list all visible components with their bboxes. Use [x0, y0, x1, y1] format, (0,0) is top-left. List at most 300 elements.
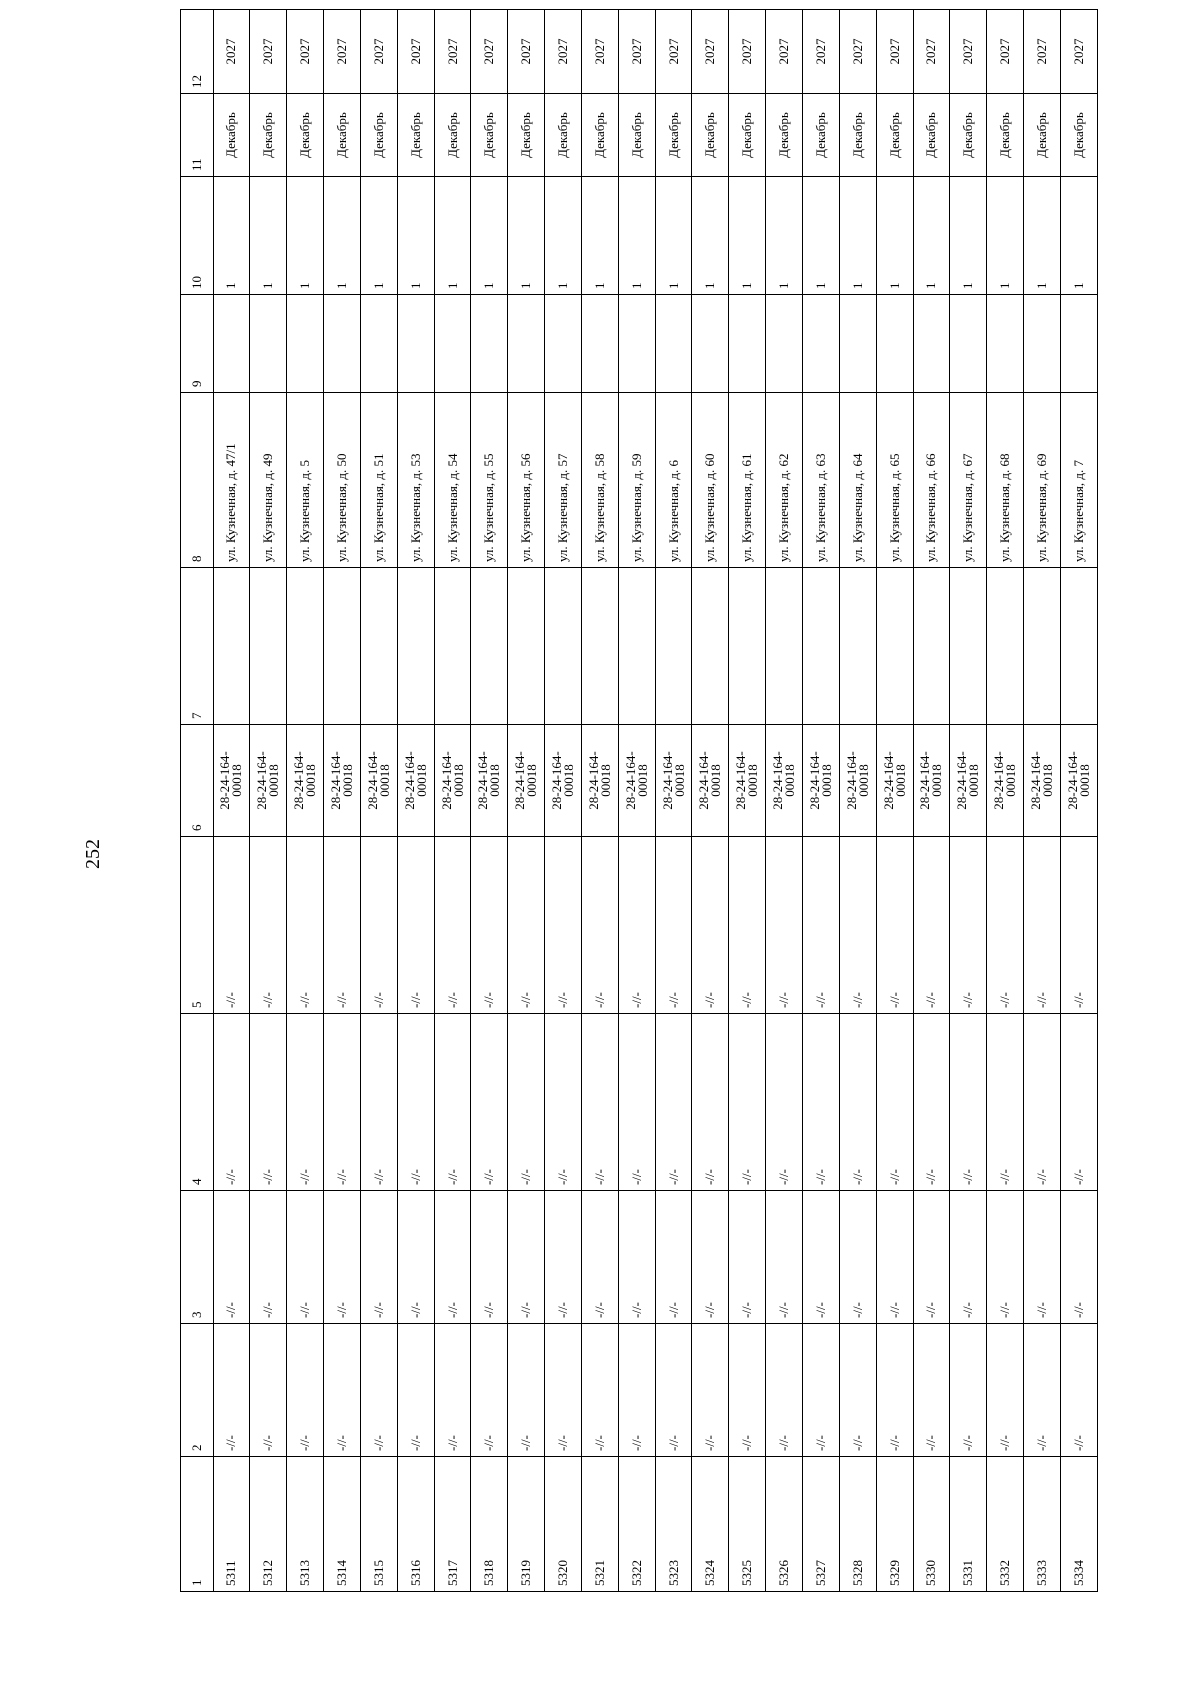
col2-cell: -//-	[471, 1324, 508, 1457]
code-line-2: 00018	[1040, 764, 1055, 797]
quantity-cell: 1	[324, 177, 361, 295]
month-cell: Декабрь	[213, 94, 250, 177]
col2-cell: -//-	[803, 1324, 840, 1457]
header-cell: 12	[181, 10, 214, 94]
code-cell	[913, 725, 950, 837]
quantity-cell: 1	[1060, 177, 1097, 295]
code-line-2: 00018	[634, 764, 650, 797]
address-cell: ул. Кузнечная, д. 56	[508, 393, 545, 568]
col7-cell	[545, 568, 582, 725]
quantity-cell: 1	[692, 177, 729, 295]
col2-cell: -//-	[581, 1324, 618, 1457]
code-line-2: 00018	[524, 764, 540, 797]
code-cell	[839, 725, 876, 837]
address-cell: ул. Кузнечная, д. 69	[1024, 393, 1061, 568]
page-number: 252	[82, 839, 104, 869]
col7-cell	[950, 568, 987, 725]
col9-cell	[324, 295, 361, 393]
address-cell: ул. Кузнечная, д. 51	[360, 393, 397, 568]
month-cell: Декабрь	[950, 94, 987, 177]
year-cell: 2027	[729, 10, 766, 94]
code-cell	[360, 725, 397, 837]
col2-cell: -//-	[397, 1324, 434, 1457]
quantity-cell: 1	[213, 177, 250, 295]
col7-cell	[434, 568, 471, 725]
header-cell: 3	[181, 1191, 214, 1324]
col4-cell: -//-	[1060, 1014, 1097, 1191]
address-cell: ул. Кузнечная, д. 59	[618, 393, 655, 568]
table-row	[397, 10, 434, 1592]
col7-cell	[397, 568, 434, 725]
row-number-cell: 5316	[397, 1457, 434, 1592]
year-cell: 2027	[692, 10, 729, 94]
col2-cell: -//-	[766, 1324, 803, 1457]
col7-cell	[803, 568, 840, 725]
code-line-1: 28-24-164-	[622, 751, 638, 810]
month-cell: Декабрь	[987, 94, 1024, 177]
year-cell: 2027	[987, 10, 1024, 94]
month-cell: Декабрь	[508, 94, 545, 177]
code-line-1: 28-24-164-	[917, 751, 933, 810]
col9-cell	[950, 295, 987, 393]
table-row	[766, 10, 803, 1592]
row-number-cell: 5313	[287, 1457, 324, 1592]
year-cell: 2027	[508, 10, 545, 94]
col5-cell: -//-	[1024, 837, 1061, 1014]
col2-cell: -//-	[692, 1324, 729, 1457]
table-row	[692, 10, 729, 1592]
code-line-1: 28-24-164-	[475, 751, 491, 810]
code-line-2: 00018	[376, 764, 392, 797]
year-cell: 2027	[471, 10, 508, 94]
col7-cell	[581, 568, 618, 725]
table-row	[508, 10, 545, 1592]
code-line-1: 28-24-164-	[733, 751, 749, 810]
table-row	[655, 10, 692, 1592]
col2-cell: -//-	[987, 1324, 1024, 1457]
address-cell: ул. Кузнечная, д. 67	[950, 393, 987, 568]
code-line-1: 28-24-164-	[843, 751, 859, 810]
code-line-1: 28-24-164-	[806, 751, 822, 810]
row-number-cell: 5322	[618, 1457, 655, 1592]
quantity-cell: 1	[618, 177, 655, 295]
header-cell: 8	[181, 393, 214, 568]
code-line-2: 00018	[413, 764, 429, 797]
address-cell: ул. Кузнечная, д. 63	[803, 393, 840, 568]
col9-cell	[692, 295, 729, 393]
table-row	[1060, 10, 1097, 1592]
col3-cell: -//-	[729, 1191, 766, 1324]
col9-cell	[1024, 295, 1061, 393]
address-cell: ул. Кузнечная, д. 62	[766, 393, 803, 568]
col4-cell: -//-	[324, 1014, 361, 1191]
col5-cell: -//-	[581, 837, 618, 1014]
month-cell: Декабрь	[581, 94, 618, 177]
table-row	[471, 10, 508, 1592]
col7-cell	[213, 568, 250, 725]
row-number-cell: 5311	[213, 1457, 250, 1592]
year-cell: 2027	[876, 10, 913, 94]
col3-cell: -//-	[581, 1191, 618, 1324]
col5-cell: -//-	[1060, 837, 1097, 1014]
col2-cell: -//-	[655, 1324, 692, 1457]
col9-cell	[250, 295, 287, 393]
col4-cell: -//-	[545, 1014, 582, 1191]
row-number-cell: 5327	[803, 1457, 840, 1592]
header-cell: 2	[181, 1324, 214, 1457]
row-number-cell: 5332	[987, 1457, 1024, 1592]
data-table	[180, 9, 1098, 1592]
header-row	[181, 10, 214, 1592]
col9-cell	[913, 295, 950, 393]
code-line-2: 00018	[229, 764, 245, 797]
table-row	[950, 10, 987, 1592]
col4-cell: -//-	[913, 1014, 950, 1191]
row-number-cell: 5320	[545, 1457, 582, 1592]
col9-cell	[581, 295, 618, 393]
header-cell: 1	[181, 1457, 214, 1592]
quantity-cell: 1	[987, 177, 1024, 295]
row-number-cell: 5330	[913, 1457, 950, 1592]
code-line-2: 00018	[745, 764, 761, 797]
year-cell: 2027	[250, 10, 287, 94]
code-cell	[397, 725, 434, 837]
col4-cell: -//-	[471, 1014, 508, 1191]
col5-cell: -//-	[950, 837, 987, 1014]
quantity-cell: 1	[950, 177, 987, 295]
code-line-1: 28-24-164-	[659, 751, 675, 810]
address-cell: ул. Кузнечная, д. 53	[397, 393, 434, 568]
code-cell	[250, 725, 287, 837]
col2-cell: -//-	[1024, 1324, 1061, 1457]
table-row	[250, 10, 287, 1592]
col3-cell: -//-	[655, 1191, 692, 1324]
col3-cell: -//-	[1024, 1191, 1061, 1324]
row-number-cell: 5325	[729, 1457, 766, 1592]
code-line-2: 00018	[966, 764, 982, 797]
code-line-1: 28-24-164-	[327, 751, 343, 810]
col9-cell	[213, 295, 250, 393]
col7-cell	[360, 568, 397, 725]
quantity-cell: 1	[913, 177, 950, 295]
quantity-cell: 1	[545, 177, 582, 295]
code-cell	[1060, 725, 1097, 837]
col3-cell: -//-	[508, 1191, 545, 1324]
col5-cell: -//-	[766, 837, 803, 1014]
address-cell: ул. Кузнечная, д. 58	[581, 393, 618, 568]
col2-cell: -//-	[508, 1324, 545, 1457]
code-cell	[618, 725, 655, 837]
code-line-1: 28-24-164-	[696, 751, 712, 810]
address-cell: ул. Кузнечная, д. 47/1	[213, 393, 250, 568]
col5-cell: -//-	[692, 837, 729, 1014]
col7-cell	[508, 568, 545, 725]
address-cell: ул. Кузнечная, д. 57	[545, 393, 582, 568]
month-cell: Декабрь	[618, 94, 655, 177]
quantity-cell: 1	[766, 177, 803, 295]
table-row	[618, 10, 655, 1592]
table-row	[876, 10, 913, 1592]
year-cell: 2027	[839, 10, 876, 94]
col5-cell: -//-	[287, 837, 324, 1014]
col7-cell	[287, 568, 324, 725]
table-body	[181, 10, 1098, 1592]
row-number-cell: 5329	[876, 1457, 913, 1592]
code-cell	[950, 725, 987, 837]
col3-cell: -//-	[471, 1191, 508, 1324]
year-cell: 2027	[397, 10, 434, 94]
col2-cell: -//-	[950, 1324, 987, 1457]
col4-cell: -//-	[987, 1014, 1024, 1191]
month-cell: Декабрь	[397, 94, 434, 177]
header-cell: 5	[181, 837, 214, 1014]
code-line-2: 00018	[708, 764, 724, 797]
row-number-cell: 5312	[250, 1457, 287, 1592]
col3-cell: -//-	[839, 1191, 876, 1324]
col4-cell: -//-	[729, 1014, 766, 1191]
col2-cell: -//-	[545, 1324, 582, 1457]
table-row	[287, 10, 324, 1592]
row-number-cell: 5328	[839, 1457, 876, 1592]
code-cell	[1024, 725, 1061, 837]
col9-cell	[287, 295, 324, 393]
code-line-2: 00018	[671, 764, 687, 797]
col5-cell: -//-	[729, 837, 766, 1014]
code-cell	[471, 725, 508, 837]
col2-cell: -//-	[250, 1324, 287, 1457]
row-number-cell: 5323	[655, 1457, 692, 1592]
month-cell: Декабрь	[1060, 94, 1097, 177]
year-cell: 2027	[1060, 10, 1097, 94]
code-line-1: 28-24-164-	[585, 751, 601, 810]
month-cell: Декабрь	[839, 94, 876, 177]
col5-cell: -//-	[655, 837, 692, 1014]
col5-cell: -//-	[471, 837, 508, 1014]
month-cell: Декабрь	[729, 94, 766, 177]
year-cell: 2027	[581, 10, 618, 94]
col4-cell: -//-	[618, 1014, 655, 1191]
col7-cell	[471, 568, 508, 725]
col4-cell: -//-	[950, 1014, 987, 1191]
month-cell: Декабрь	[766, 94, 803, 177]
col3-cell: -//-	[213, 1191, 250, 1324]
col7-cell	[324, 568, 361, 725]
col5-cell: -//-	[324, 837, 361, 1014]
col9-cell	[876, 295, 913, 393]
month-cell: Декабрь	[434, 94, 471, 177]
col5-cell: -//-	[508, 837, 545, 1014]
table-row	[1024, 10, 1061, 1592]
col3-cell: -//-	[434, 1191, 471, 1324]
code-line-1: 28-24-164-	[954, 751, 970, 810]
col5-cell: -//-	[987, 837, 1024, 1014]
year-cell: 2027	[545, 10, 582, 94]
code-cell	[692, 725, 729, 837]
address-cell: ул. Кузнечная, д. 66	[913, 393, 950, 568]
quantity-cell: 1	[471, 177, 508, 295]
col7-cell	[839, 568, 876, 725]
rotated-table-wrapper	[180, 38, 1098, 1592]
table-row	[803, 10, 840, 1592]
year-cell: 2027	[803, 10, 840, 94]
quantity-cell: 1	[360, 177, 397, 295]
table-row	[360, 10, 397, 1592]
col3-cell: -//-	[692, 1191, 729, 1324]
row-number-cell: 5333	[1024, 1457, 1061, 1592]
code-cell	[434, 725, 471, 837]
table-row	[545, 10, 582, 1592]
col3-cell: -//-	[876, 1191, 913, 1324]
quantity-cell: 1	[581, 177, 618, 295]
col9-cell	[766, 295, 803, 393]
code-line-2: 00018	[561, 764, 577, 797]
year-cell: 2027	[360, 10, 397, 94]
code-line-1: 28-24-164-	[438, 751, 454, 810]
month-cell: Декабрь	[545, 94, 582, 177]
col7-cell	[766, 568, 803, 725]
code-line-2: 00018	[450, 764, 466, 797]
quantity-cell: 1	[839, 177, 876, 295]
col5-cell: -//-	[913, 837, 950, 1014]
code-line-1: 28-24-164-	[880, 751, 896, 810]
row-number-cell: 5324	[692, 1457, 729, 1592]
year-cell: 2027	[324, 10, 361, 94]
col2-cell: -//-	[913, 1324, 950, 1457]
code-line-1: 28-24-164-	[512, 751, 528, 810]
year-cell: 2027	[213, 10, 250, 94]
col5-cell: -//-	[876, 837, 913, 1014]
col2-cell: -//-	[213, 1324, 250, 1457]
header-cell: 6	[181, 725, 214, 837]
code-cell	[287, 725, 324, 837]
col5-cell: -//-	[839, 837, 876, 1014]
col3-cell: -//-	[397, 1191, 434, 1324]
year-cell: 2027	[655, 10, 692, 94]
table-row	[324, 10, 361, 1592]
address-cell: ул. Кузнечная, д. 68	[987, 393, 1024, 568]
month-cell: Декабрь	[876, 94, 913, 177]
col5-cell: -//-	[618, 837, 655, 1014]
col9-cell	[545, 295, 582, 393]
row-number-cell: 5317	[434, 1457, 471, 1592]
col3-cell: -//-	[950, 1191, 987, 1324]
row-number-cell: 5326	[766, 1457, 803, 1592]
col4-cell: -//-	[876, 1014, 913, 1191]
col3-cell: -//-	[287, 1191, 324, 1324]
col3-cell: -//-	[324, 1191, 361, 1324]
col3-cell: -//-	[803, 1191, 840, 1324]
col9-cell	[618, 295, 655, 393]
col7-cell	[913, 568, 950, 725]
code-line-2: 00018	[339, 764, 355, 797]
col7-cell	[250, 568, 287, 725]
col2-cell: -//-	[360, 1324, 397, 1457]
col9-cell	[434, 295, 471, 393]
year-cell: 2027	[618, 10, 655, 94]
address-cell: ул. Кузнечная, д. 6	[655, 393, 692, 568]
month-cell: Декабрь	[471, 94, 508, 177]
col3-cell: -//-	[987, 1191, 1024, 1324]
row-number-cell: 5315	[360, 1457, 397, 1592]
col2-cell: -//-	[287, 1324, 324, 1457]
col2-cell: -//-	[1060, 1324, 1097, 1457]
header-cell: 11	[181, 94, 214, 177]
col3-cell: -//-	[545, 1191, 582, 1324]
address-cell: ул. Кузнечная, д. 64	[839, 393, 876, 568]
col5-cell: -//-	[397, 837, 434, 1014]
quantity-cell: 1	[655, 177, 692, 295]
address-cell: ул. Кузнечная, д. 50	[324, 393, 361, 568]
row-number-cell: 5318	[471, 1457, 508, 1592]
header-cell: 10	[181, 177, 214, 295]
row-number-cell: 5334	[1060, 1457, 1097, 1592]
month-cell: Декабрь	[360, 94, 397, 177]
col7-cell	[692, 568, 729, 725]
address-cell: ул. Кузнечная, д. 49	[250, 393, 287, 568]
col5-cell: -//-	[213, 837, 250, 1014]
col7-cell	[1024, 568, 1061, 725]
code-line-2: 00018	[266, 764, 282, 797]
col3-cell: -//-	[618, 1191, 655, 1324]
address-cell: ул. Кузнечная, д. 65	[876, 393, 913, 568]
code-line-2: 00018	[929, 764, 945, 797]
address-cell: ул. Кузнечная, д. 61	[729, 393, 766, 568]
year-cell: 2027	[1024, 10, 1061, 94]
col9-cell	[729, 295, 766, 393]
col4-cell: -//-	[360, 1014, 397, 1191]
code-cell	[766, 725, 803, 837]
row-number-cell: 5319	[508, 1457, 545, 1592]
code-cell	[581, 725, 618, 837]
code-cell	[213, 725, 250, 837]
address-cell: ул. Кузнечная, д. 5	[287, 393, 324, 568]
header-cell: 9	[181, 295, 214, 393]
code-line-2: 00018	[1076, 764, 1092, 797]
col9-cell	[987, 295, 1024, 393]
code-cell	[508, 725, 545, 837]
col9-cell	[839, 295, 876, 393]
code-line-1: 28-24-164-	[991, 751, 1007, 810]
col7-cell	[729, 568, 766, 725]
col4-cell: -//-	[213, 1014, 250, 1191]
col4-cell: -//-	[397, 1014, 434, 1191]
year-cell: 2027	[766, 10, 803, 94]
address-cell: ул. Кузнечная, д. 7	[1060, 393, 1097, 568]
year-cell: 2027	[434, 10, 471, 94]
table-row	[729, 10, 766, 1592]
month-cell: Декабрь	[803, 94, 840, 177]
col3-cell: -//-	[250, 1191, 287, 1324]
col4-cell: -//-	[766, 1014, 803, 1191]
col9-cell	[397, 295, 434, 393]
address-cell: ул. Кузнечная, д. 60	[692, 393, 729, 568]
quantity-cell: 1	[397, 177, 434, 295]
col3-cell: -//-	[913, 1191, 950, 1324]
col5-cell: -//-	[434, 837, 471, 1014]
quantity-cell: 1	[729, 177, 766, 295]
code-line-2: 00018	[855, 764, 871, 797]
table-row	[913, 10, 950, 1592]
col7-cell	[987, 568, 1024, 725]
col5-cell: -//-	[803, 837, 840, 1014]
quantity-cell: 1	[250, 177, 287, 295]
month-cell: Декабрь	[692, 94, 729, 177]
code-line-1: 28-24-164-	[291, 751, 307, 810]
header-cell: 4	[181, 1014, 214, 1191]
col9-cell	[655, 295, 692, 393]
code-line-1: 28-24-164-	[401, 751, 417, 810]
col4-cell: -//-	[250, 1014, 287, 1191]
